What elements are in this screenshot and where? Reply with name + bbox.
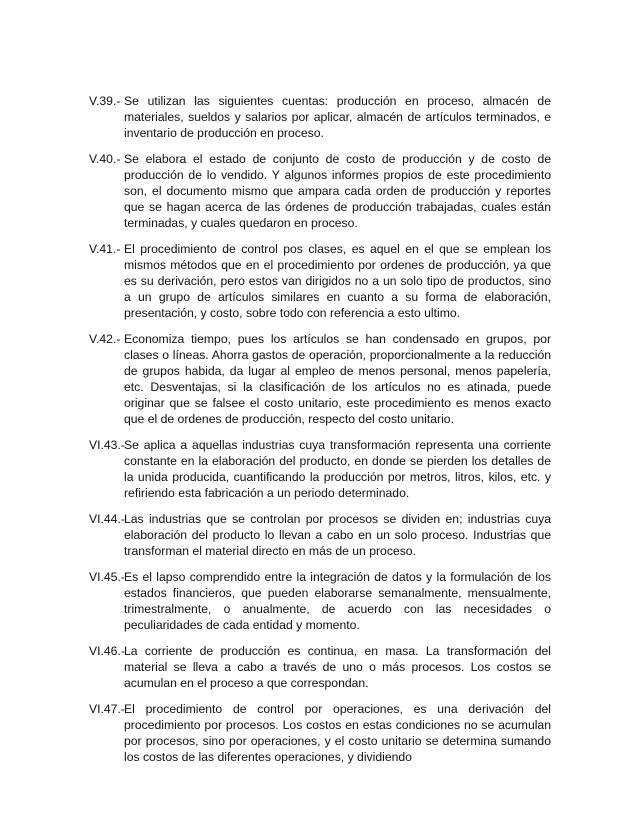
- entry-text: Se utilizan las siguientes cuentas: producción en proceso, almacén de materiales, sueldos y salarios por aplicar, almacén de artículos terminados, e inventario de producción en proceso.: [124, 94, 551, 140]
- entry-text: Es el lapso comprendido entre la integración de datos y la formulación de los estados financieros, que pueden elaborarse semanalmente, mensualmente, trimestralmente, o anualmente, de acuerdo con las necesidades o peculiaridades de cada entidad y momento.: [124, 570, 551, 632]
- answer-list: [89, 93, 551, 775]
- answer-entry-vi47: [89, 701, 551, 765]
- answer-entry-vi45: [89, 569, 551, 633]
- answer-entry-v39: [89, 93, 551, 141]
- answer-entry-vi44: [89, 511, 551, 559]
- entry-number: V.41.-: [89, 242, 121, 256]
- answer-entry-v41: [89, 241, 551, 321]
- entry-number: V.42.-: [89, 332, 121, 346]
- entry-number: V.39.-: [89, 94, 121, 108]
- answer-entry-v40: [89, 151, 551, 231]
- answer-entry-vi46: [89, 643, 551, 691]
- entry-text: Se elabora el estado de conjunto de costo de producción y de costo de producción de lo vendido. Y algunos informes propios de este procedimiento son, el documento mismo que ampara cada orden de producción y reportes que se hagan acerca de las órdenes de producción trabajadas, cuales están terminadas, y cuales quedaron en proceso.: [124, 152, 551, 230]
- entry-number: VI.46.-: [89, 644, 125, 658]
- entry-text: Las industrias que se controlan por procesos se dividen en; industrias cuya elaboración del producto lo llevan a cabo en un solo proceso. Industrias que transforman el material directo en más de un proceso.: [124, 512, 551, 558]
- entry-number: VI.43.-: [89, 438, 125, 452]
- answer-entry-v42: [89, 331, 551, 427]
- answer-entry-vi43: [89, 437, 551, 501]
- entry-text: Economiza tiempo, pues los artículos se han condensado en grupos, por clases o líneas. Ahorra gastos de operación, proporcionalmente a la reducción de grupos habida, da lugar al empleo de menos personal, menos papelería, etc. Desventajas, si la clasificación de los artículos no es atinada, puede originar que se falsee el costo unitario, este procedimiento es menos exacto que el de ordenes de producción, respecto del costo unitario.: [124, 332, 551, 426]
- entry-text: La corriente de producción es continua, en masa. La transformación del material se lleva a cabo a través de uno o más procesos. Los costos se acumulan en el proceso a que correspondan.: [124, 644, 551, 690]
- entry-text: El procedimiento de control por operaciones, es una derivación del procedimiento por procesos. Los costos en estas condiciones no se acumulan por procesos, sino por operaciones, y el costo unitario se determina sumando los costos de las diferentes operaciones, y dividiendo: [124, 702, 551, 764]
- entry-number: VI.44.-: [89, 512, 125, 526]
- entry-number: VI.45.-: [89, 570, 125, 584]
- entry-number: V.40.-: [89, 152, 121, 166]
- entry-text: El procedimiento de control pos clases, es aquel en el que se emplean los mismos métodos que en el procedimiento por ordenes de producción, ya que es su derivación, pero estos van dirigidos no a un solo tipo de productos, sino a un grupo de artículos similares en cuanto a su forma de elaboración, presentación, y costo, sobre todo con referencia a esto ultimo.: [124, 242, 551, 320]
- entry-text: Se aplica a aquellas industrias cuya transformación representa una corriente constante en la elaboración del producto, en donde se pierden los detalles de la unida producida, cuantificando la producción por metros, litros, kilos, etc. y refiriendo esta fabricación a un periodo determinado.: [124, 438, 551, 500]
- entry-number: VI.47.-: [89, 702, 125, 716]
